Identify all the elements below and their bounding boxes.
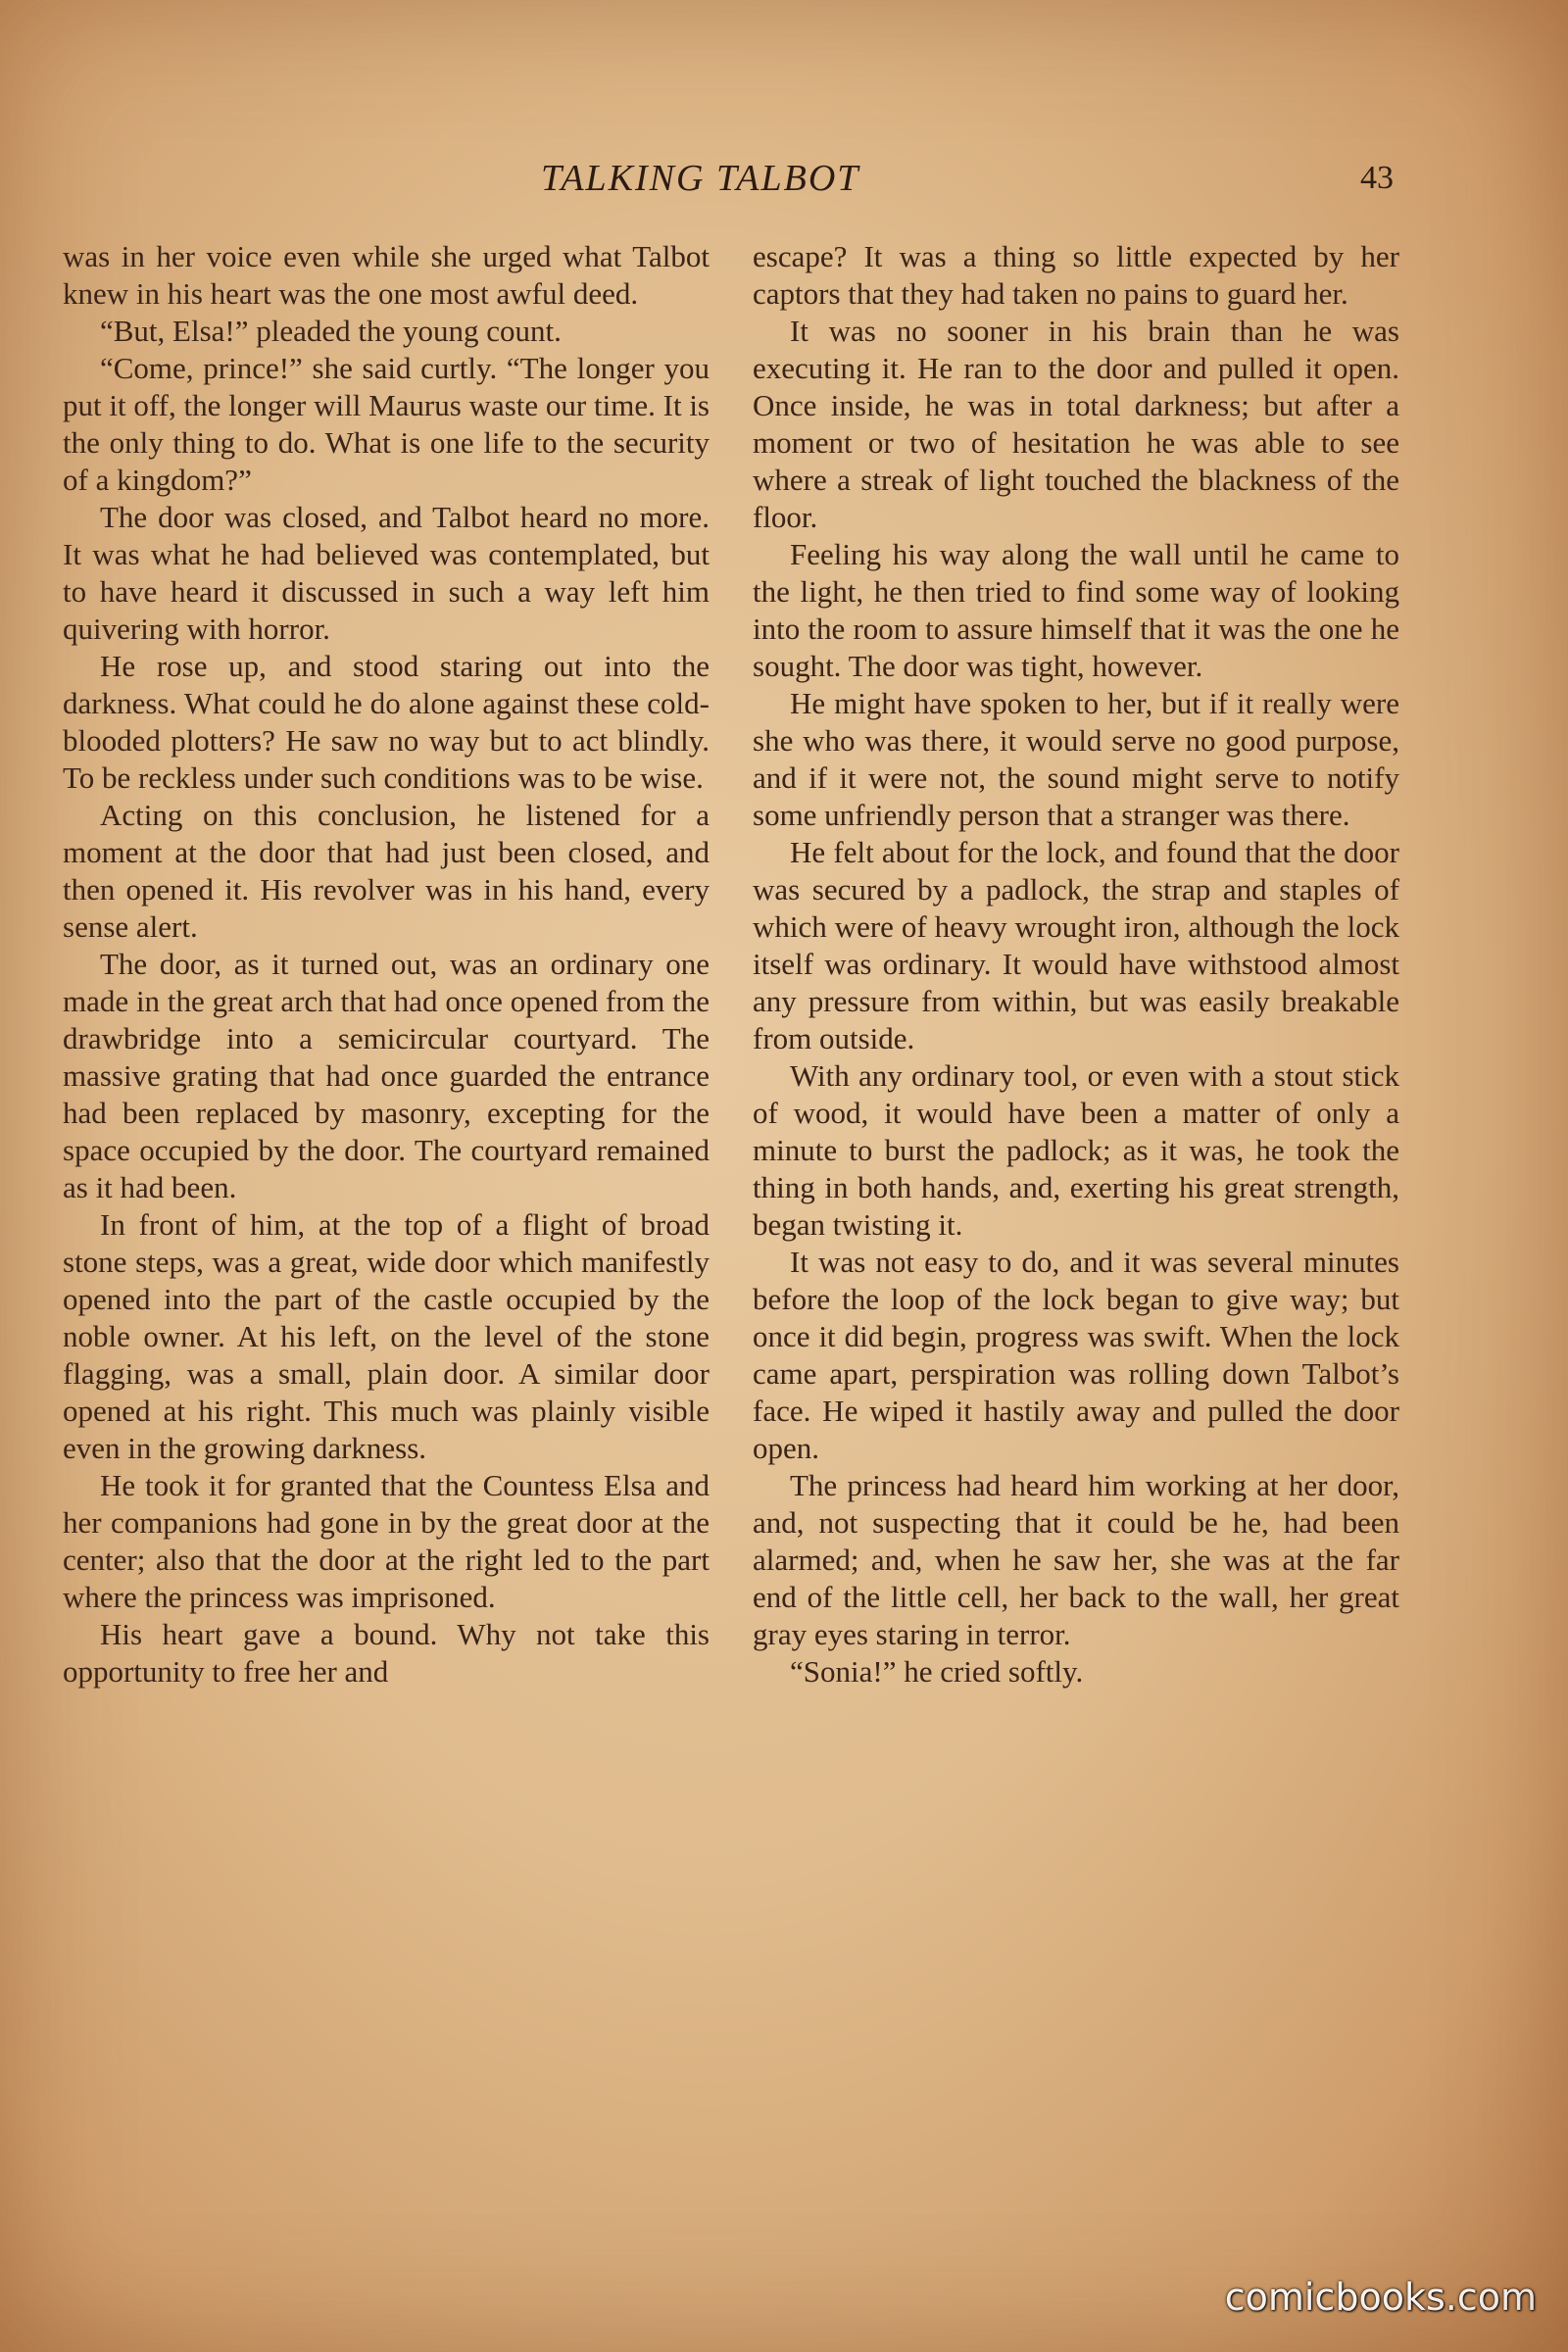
paragraph: The door was closed, and Talbot heard no more. It was what he had believed was contemplated, but to have heard it discussed in such a way left him quivering with horror. [63,500,710,646]
left-text-column [63,238,710,1690]
paragraph: The door, as it turned out, was an ordinary one made in the great arch that had once opened from the drawbridge into a semicircular courtyard. The massive grating that had once guarded the entrance had been replaced by masonry, excepting for the space occupied by the door. The courtyard remained as it had been. [63,947,710,1204]
right-text-column [753,238,1399,1690]
paragraph: It was no sooner in his brain than he was executing it. He ran to the door and pulled it open. Once inside, he was in total darkness; but after a moment or two of hesitation he was able to see where a streak of light touched the blackness of the floor. [753,314,1399,534]
paragraph: His heart gave a bound. Why not take this opportunity to free her and [63,1617,710,1689]
paragraph: It was not easy to do, and it was several minutes before the loop of the lock began to give way; but once it did begin, progress was swift. When the lock came apart, perspiration was rolling down Talbot’s face. He wiped it hastily away and pulled the door open. [753,1245,1399,1465]
page-number: 43 [1360,160,1394,196]
paragraph: “Sonia!” he cried softly. [790,1654,1084,1689]
paragraph: The princess had heard him working at her door, and, not suspecting that it could be he, had been alarmed; and, when he saw her, she was at the far end of the little cell, her back to the wall, her great gray eyes staring in terror. [753,1468,1399,1651]
running-head-title: TALKING TALBOT [541,158,860,199]
paragraph: He took it for granted that the Countess Elsa and her companions had gone in by the great door at the center; also that the door at the right led to the part where the princess was imprisoned. [63,1468,710,1614]
paragraph: He felt about for the lock, and found that the door was secured by a padlock, the strap and staples of which were of heavy wrought iron, although the lock itself was ordinary. It would have withstood almost any pressure from within, but was easily breakable from outside. [753,835,1399,1055]
paragraph: Feeling his way along the wall until he came to the light, he then tried to find some way of looking into the room to assure himself that it was the one he sought. The door was tight, however. [753,537,1399,683]
paragraph: escape? It was a thing so little expected by her captors that they had taken no pains to guard her. [753,239,1399,311]
paragraph: “Come, prince!” she said curtly. “The longer you put it off, the longer will Maurus waste our time. It is the only thing to do. What is one life to the security of a kingdom?” [63,351,710,497]
paragraph: With any ordinary tool, or even with a stout stick of wood, it would have been a matter of only a minute to burst the padlock; as it was, he took the thing in both hands, and, exerting his great strength, began twisting it. [753,1058,1399,1242]
site-watermark: comicbooks.com [1224,2276,1537,2319]
paragraph: “But, Elsa!” pleaded the young count. [100,314,562,348]
paragraph: was in her voice even while she urged what Talbot knew in his heart was the one most awful deed. [63,239,710,311]
paragraph: In front of him, at the top of a flight of broad stone steps, was a great, wide door which manifestly opened into the part of the castle occupied by the noble owner. At his left, on the level of the stone flagging, was a small, plain door. A similar door opened at his right. This much was plainly visible even in the growing darkness. [63,1207,710,1465]
paragraph: He might have spoken to her, but if it really were she who was there, it would serve no good purpose, and if it were not, the sound might serve to notify some unfriendly person that a stranger was there. [753,686,1399,832]
paragraph: He rose up, and stood staring out into the darkness. What could he do alone against these cold-blooded plotters? He saw no way but to act blindly. To be reckless under such conditions was to be wise. [63,649,710,795]
paragraph: Acting on this conclusion, he listened for a moment at the door that had just been closed, and then opened it. His revolver was in his hand, every sense alert. [63,798,710,944]
